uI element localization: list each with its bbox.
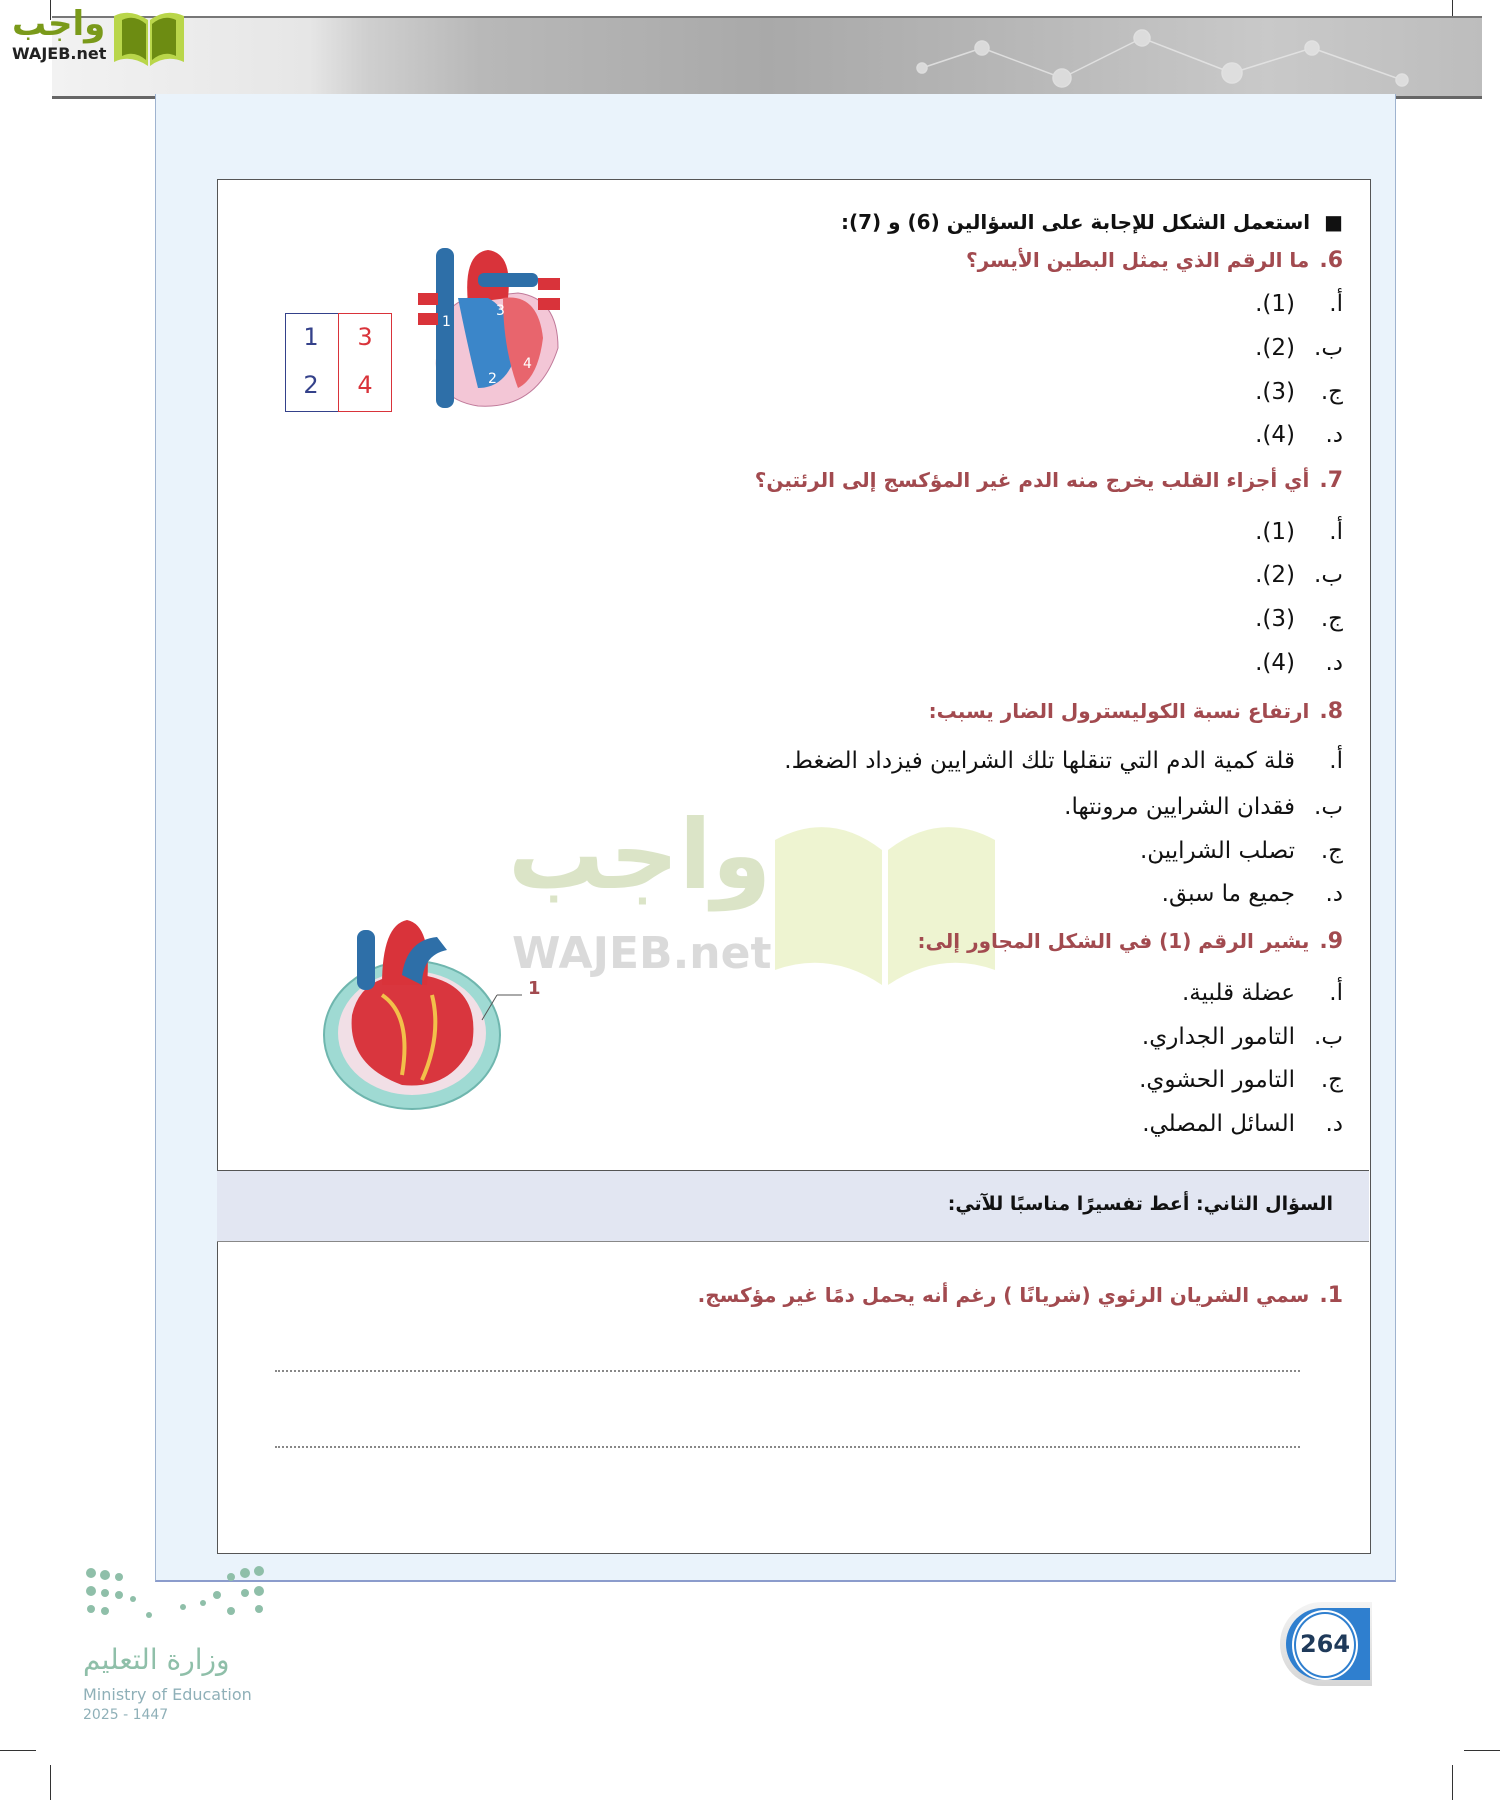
question-text: ارتفاع نسبة الكوليسترول الضار يسبب: [928, 699, 1310, 723]
heart-label: 3 [496, 303, 505, 319]
option-text: (4). [1255, 650, 1295, 676]
option-letter: ج. [1320, 1067, 1343, 1093]
option-letter: ج. [1320, 379, 1343, 405]
option-text: تصلب الشرايين. [1139, 838, 1295, 864]
option[interactable] [784, 748, 1343, 774]
option[interactable] [1142, 1024, 1343, 1050]
bullet-icon: ■ [1324, 210, 1343, 234]
logo-arabic: واجب [12, 4, 106, 44]
book-icon [108, 6, 190, 68]
heart-label: 4 [523, 356, 532, 372]
intro-instruction [841, 210, 1343, 234]
option-text: (3). [1255, 379, 1295, 405]
question-text: أي أجزاء القلب يخرج منه الدم غير المؤكسج إلى الرئتين؟ [754, 468, 1310, 492]
question-number: 8. [1319, 699, 1343, 724]
option[interactable] [1162, 881, 1343, 907]
watermark-book-icon [770, 800, 1000, 990]
option-text: عضلة قلبية. [1181, 980, 1295, 1006]
question-6 [966, 248, 1343, 273]
option-text: التامور الجداري. [1141, 1024, 1295, 1050]
crop-mark [1452, 1765, 1453, 1800]
chamber-number-table [285, 313, 392, 412]
option-letter: د. [1325, 650, 1343, 676]
option[interactable] [1255, 562, 1343, 588]
header-banner [52, 16, 1482, 99]
option-text: فقدان الشرايين مرونتها. [1064, 794, 1295, 820]
option-letter: ب. [1314, 794, 1343, 820]
option-text: (1). [1255, 291, 1295, 317]
edition-year: 2025 - 1447 [83, 1707, 169, 1723]
option-text: التامور الحشوي. [1139, 1067, 1295, 1093]
option-letter: ب. [1314, 562, 1343, 588]
option[interactable] [1255, 422, 1343, 448]
logo-english: WAJEB.net [12, 44, 107, 63]
option[interactable] [1140, 838, 1343, 864]
heart-label: 2 [488, 371, 497, 387]
option-letter: أ. [1329, 519, 1343, 545]
answer-line[interactable] [275, 1446, 1300, 1448]
option-text: (3). [1255, 606, 1295, 632]
option-letter: ب. [1314, 335, 1343, 361]
option-letter: أ. [1329, 291, 1343, 317]
intro-text: استعمل الشكل للإجابة على السؤالين (6) و (7): [840, 210, 1311, 234]
option-letter: ج. [1320, 606, 1343, 632]
option[interactable] [1255, 379, 1343, 405]
section2-question-1 [698, 1283, 1343, 1308]
question-number: 6. [1319, 248, 1343, 273]
option-text: (1). [1255, 519, 1295, 545]
option-text: (4). [1255, 422, 1295, 448]
question-text: ما الرقم الذي يمثل البطين الأيسر؟ [966, 248, 1310, 272]
option[interactable] [1139, 1067, 1343, 1093]
question-number: 1. [1319, 1283, 1343, 1308]
page-number: 264 [1299, 1630, 1351, 1658]
question-number: 9. [1319, 929, 1343, 954]
option-letter: أ. [1329, 980, 1343, 1006]
option-text: (2). [1255, 562, 1295, 588]
answer-line[interactable] [275, 1370, 1300, 1372]
option-letter: أ. [1329, 748, 1343, 774]
option-letter: د. [1325, 422, 1343, 448]
question-text: سمي الشريان الرئوي (شريانًا ) رغم أنه يحمل دمًا غير مؤكسج. [697, 1283, 1310, 1307]
figure-label-1: 1 [528, 978, 541, 999]
network-pattern [882, 18, 1482, 96]
watermark-english: WAJEB.net [512, 928, 772, 979]
option-letter: ب. [1314, 1024, 1343, 1050]
option-letter: د. [1325, 881, 1343, 907]
option-text: السائل المصلي. [1142, 1111, 1295, 1137]
table-cell: 2 [303, 371, 319, 399]
option[interactable] [1255, 606, 1343, 632]
crop-mark [50, 1765, 51, 1800]
table-cell: 4 [357, 371, 373, 399]
heart-diagram [408, 238, 563, 410]
heart-label: 1 [442, 314, 451, 330]
pericardium-heart-diagram [322, 915, 552, 1115]
question-number: 7. [1319, 468, 1343, 493]
crop-mark [1464, 1750, 1500, 1751]
option[interactable] [1255, 650, 1343, 676]
crop-mark [0, 1750, 36, 1751]
option-letter: د. [1325, 1111, 1343, 1137]
ministry-english: Ministry of Education [83, 1685, 252, 1704]
option[interactable] [1182, 980, 1343, 1006]
option[interactable] [1255, 291, 1343, 317]
wajeb-logo[interactable] [8, 4, 193, 70]
ministry-logo [83, 1563, 273, 1728]
option-letter: ج. [1320, 838, 1343, 864]
section2-header [217, 1170, 1369, 1242]
table-cell: 1 [303, 323, 319, 351]
option-text: جميع ما سبق. [1161, 881, 1295, 907]
question-8 [929, 699, 1343, 724]
option-text: (2). [1255, 335, 1295, 361]
question-9 [918, 929, 1343, 954]
page-number-badge [1280, 1602, 1372, 1686]
wajeb-watermark [500, 800, 1020, 990]
option[interactable] [1064, 794, 1343, 820]
section2-title: السؤال الثاني: أعط تفسيرًا مناسبًا للآتي: [947, 1193, 1333, 1215]
ministry-dots-icon [83, 1563, 268, 1623]
option-text: قلة كمية الدم التي تنقلها تلك الشرايين فيزداد الضغط. [784, 748, 1295, 774]
watermark-arabic: واجب [508, 799, 772, 911]
table-cell: 3 [357, 323, 373, 351]
ministry-arabic: وزارة التعليم [83, 1643, 230, 1676]
question-7 [755, 468, 1343, 493]
option[interactable] [1255, 519, 1343, 545]
option[interactable] [1142, 1111, 1343, 1137]
option[interactable] [1255, 335, 1343, 361]
question-text: يشير الرقم (1) في الشكل المجاور إلى: [917, 929, 1310, 953]
